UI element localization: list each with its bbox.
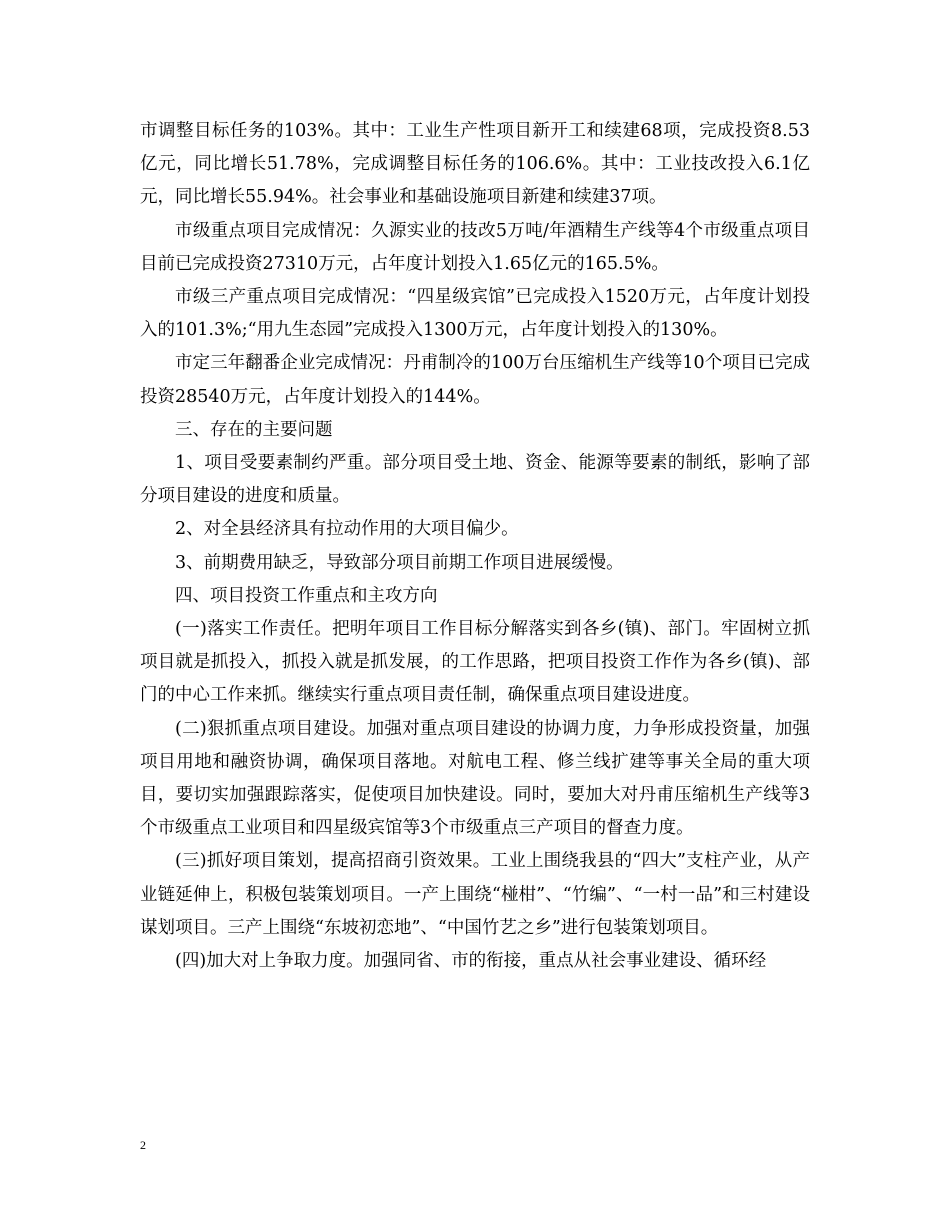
document-body <box>140 115 810 978</box>
paragraph-municipal-key-projects: 市级重点项目完成情况：久源实业的技改5万吨/年酒精生产线等4个市级重点项目目前已完成投资27310万元，占年度计划投入1.65亿元的165.5%。 <box>140 220 810 274</box>
direction-item-1: (一)落实工作责任。把明年项目工作目标分解落实到各乡(镇)、部门。牢固树立抓项目就是抓投入，抓投入就是抓发展，的工作思路，把项目投资工作作为各乡(镇)、部门的中心工作来抓。继续实行重点项目责任制，确保重点项目建设进度。 <box>140 619 810 706</box>
paragraph-tertiary-key-projects: 市级三产重点项目完成情况：“四星级宾馆”已完成投入1520万元，占年度计划投入的101.3%;“用九生态园”完成投入1300万元，占年度计划投入的130%。 <box>140 287 810 341</box>
direction-item-3: (三)抓好项目策划，提高招商引资效果。工业上围绕我县的“四大”支柱产业，从产业链延伸上，积极包装策划项目。一产上围绕“椪柑”、“竹编”、“一村一品”和三村建设谋划项目。三产上围绕“东坡初恋地”、“中国竹艺之乡”进行包装策划项目。 <box>140 851 810 938</box>
direction-item-4: (四)加大对上争取力度。加强同省、市的衔接，重点从社会事业建设、循环经 <box>175 951 767 972</box>
problem-item-1: 1、项目受要素制约严重。部分项目受土地、资金、能源等要素的制纸，影响了部分项目建设的进度和质量。 <box>140 453 810 507</box>
paragraph-continuation: 市调整目标任务的103%。其中：工业生产性项目新开工和续建68项，完成投资8.53亿元，同比增长51.78%，完成调整目标任务的106.6%。其中：工业技改投入6.1亿元，同比增长55.94%。社会事业和基础设施项目新建和续建37项。 <box>140 121 810 208</box>
section-heading-key-directions: 四、项目投资工作重点和主攻方向 <box>175 585 438 606</box>
problem-item-3: 3、前期费用缺乏，导致部分项目前期工作项目进展缓慢。 <box>175 552 624 573</box>
problem-item-2: 2、对全县经济具有拉动作用的大项目偏少。 <box>175 519 519 540</box>
paragraph-doubling-enterprises: 市定三年翻番企业完成情况：丹甫制冷的100万台压缩机生产线等10个项目已完成投资28540万元，占年度计划投入的144%。 <box>140 353 810 407</box>
page-number: 2 <box>140 1138 146 1152</box>
direction-item-2: (二)狠抓重点项目建设。加强对重点项目建设的协调力度，力争形成投资量，加强项目用地和融资协调，确保项目落地。对航电工程、修兰线扩建等事关全局的重大项目，要切实加强跟踪落实，促使项目加快建设。同时，要加大对丹甫压缩机生产线等3个市级重点工业项目和四星级宾馆等3个市级重点三产项目的督查力度。 <box>140 718 810 839</box>
section-heading-main-problems: 三、存在的主要问题 <box>175 419 333 440</box>
